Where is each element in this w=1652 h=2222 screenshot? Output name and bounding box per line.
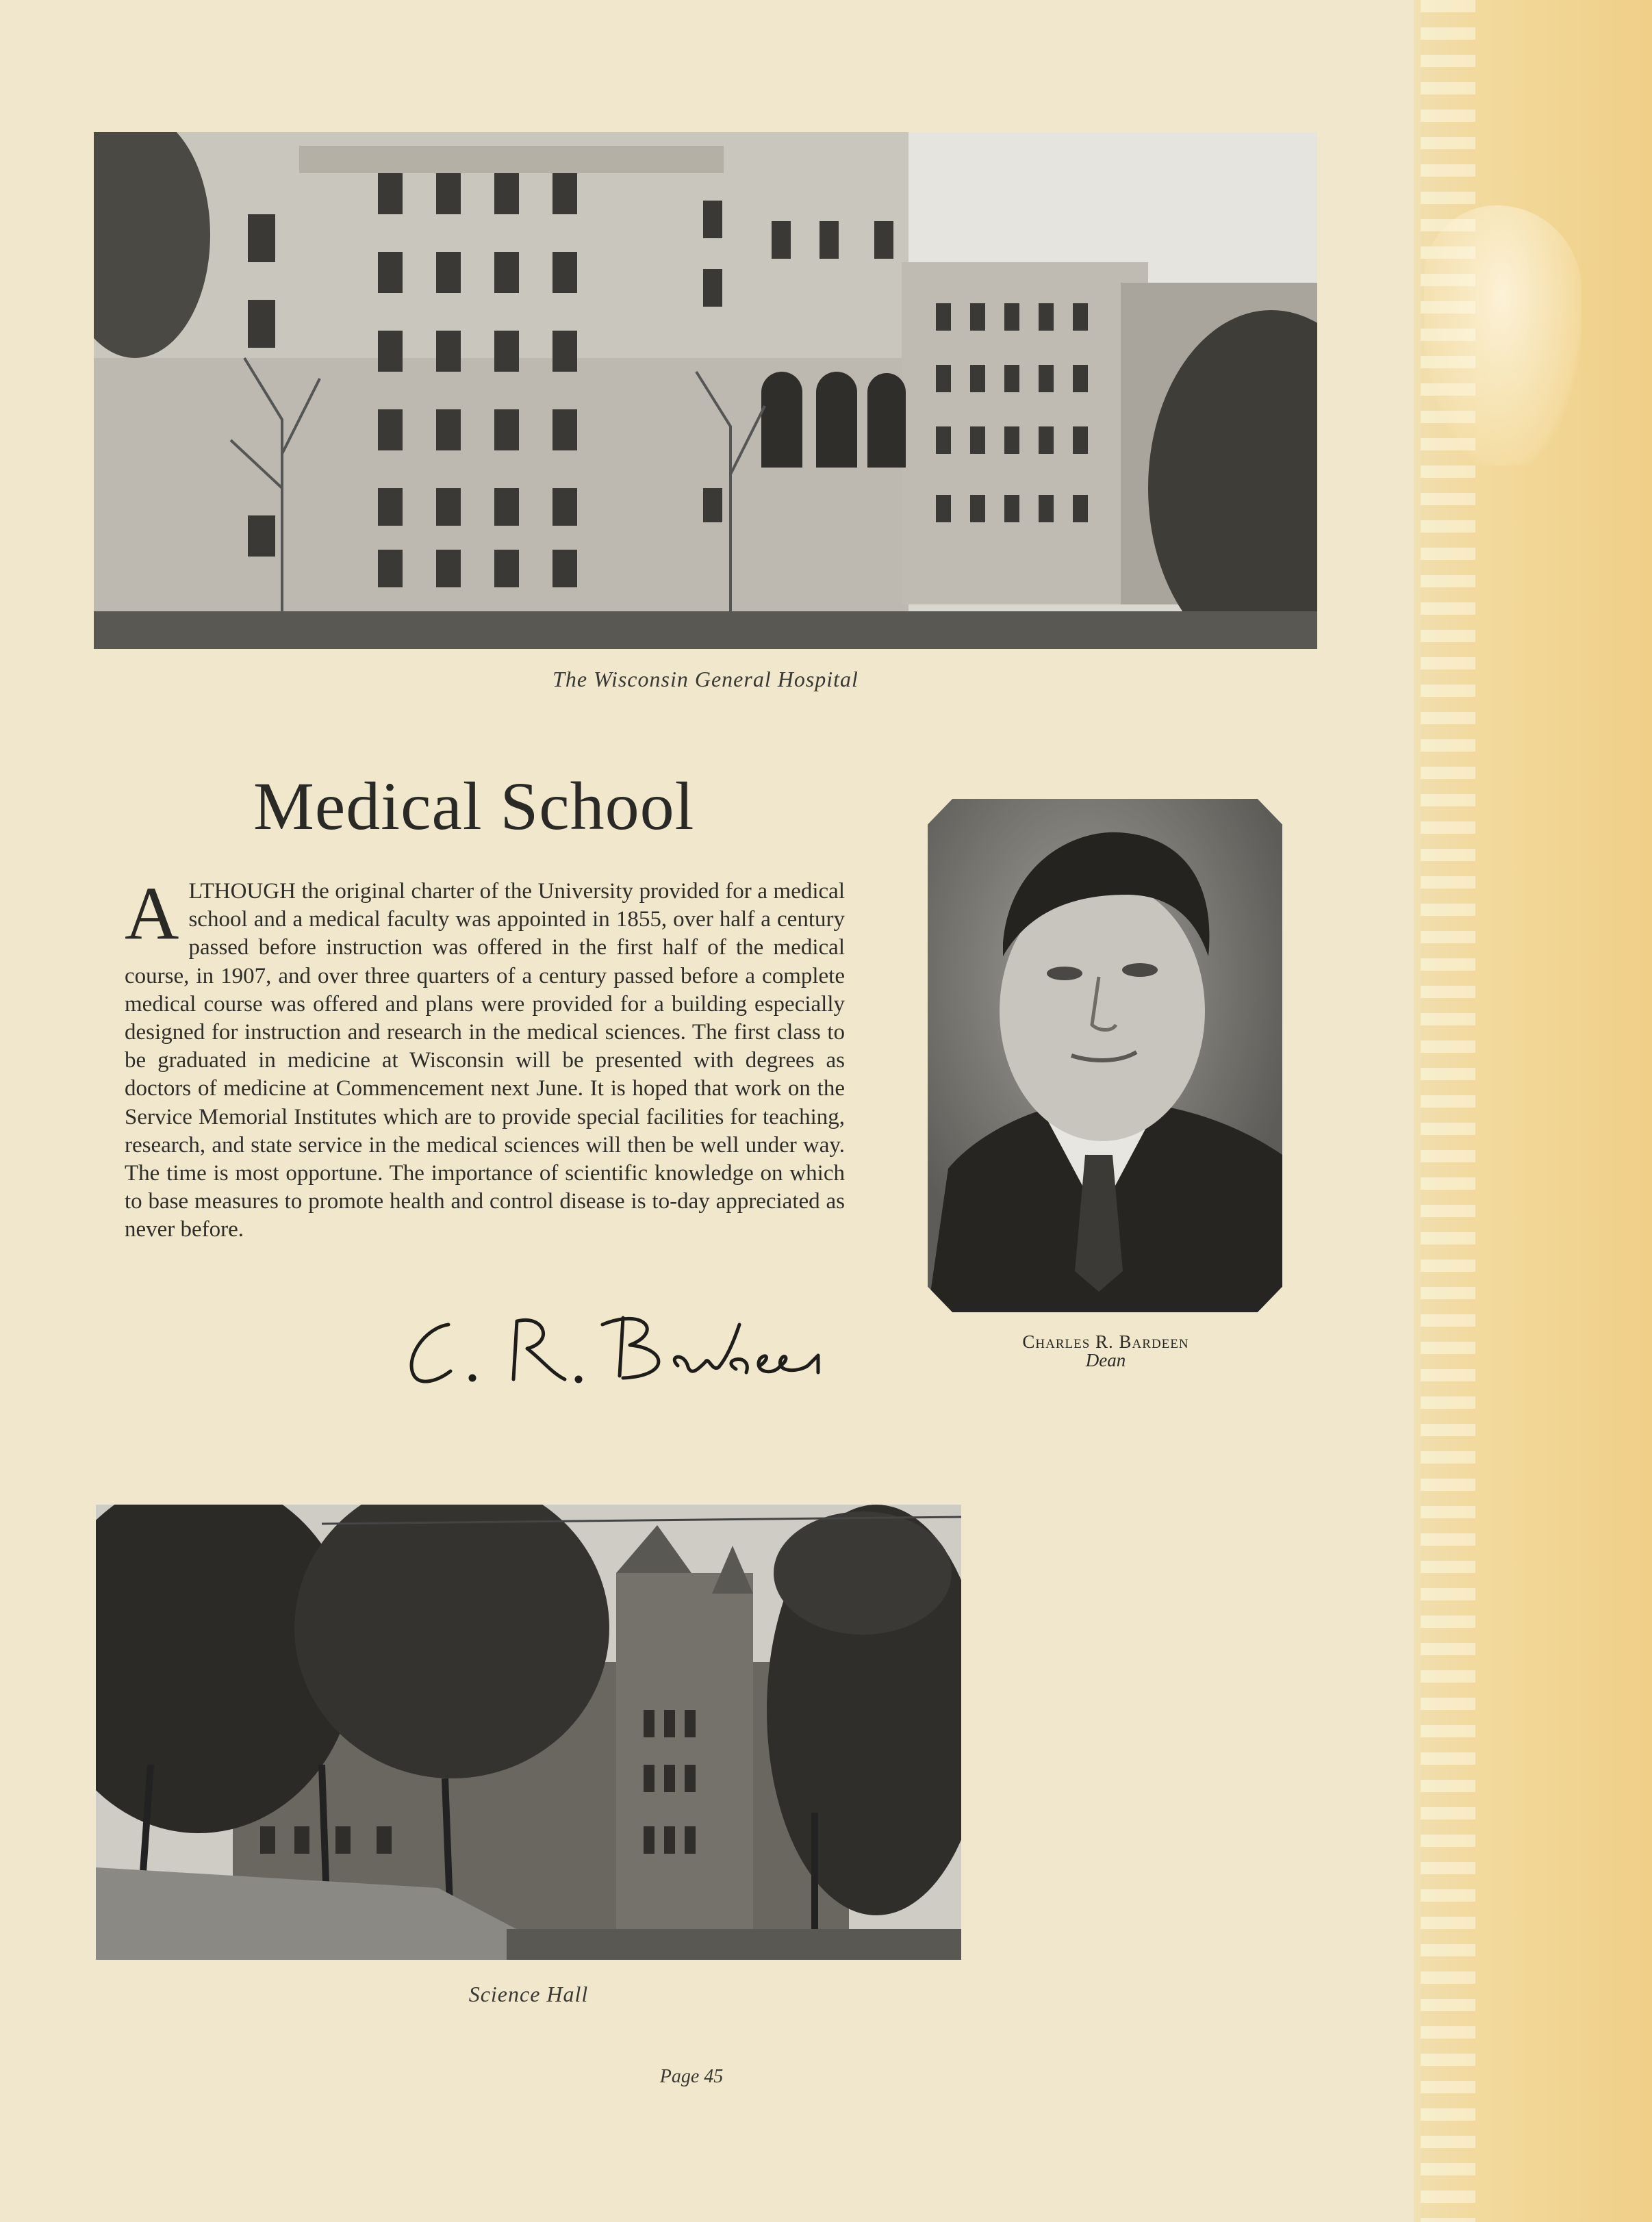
portrait-photo	[928, 799, 1282, 1312]
signature	[397, 1304, 849, 1393]
article-body	[125, 871, 845, 1244]
article-title: Medical School	[253, 768, 695, 844]
page-number: Page 45	[659, 2066, 724, 2087]
hospital-photo	[94, 132, 1317, 649]
article-paragraph: LTHOUGH the original charter of the University provided for a medical school and a medical faculty was appointed in 1855, over half a century passed before instruction was offered in the first half of the medical course, in 1907, and over three quarters of a century passed before a complete medical course was offered and plans were provided for a building especially designed for instruction and research in the medical sciences. The first class to be graduated in medicine at Wisconsin will be presented with degrees as doctors of medicine at Commencement next June. It is hoped that work on the Service Memorial Institutes which are to provide special facilities for teaching, research, and state service in the medical sciences will then be well under way. The time is most opportune. The importance of scientific knowledge on which to base measures to promote health and control disease is to-day appreciated as never before.	[125, 879, 845, 1242]
drop-cap: A	[125, 871, 179, 955]
portrait-name: Charles R. Bardeen	[1022, 1331, 1189, 1352]
portrait-role: Dean	[1085, 1350, 1126, 1370]
science-hall-caption: Science Hall	[468, 1982, 589, 2006]
hospital-caption: The Wisconsin General Hospital	[552, 667, 859, 691]
margin-figure	[1424, 205, 1581, 465]
science-hall-photo	[96, 1505, 961, 1960]
